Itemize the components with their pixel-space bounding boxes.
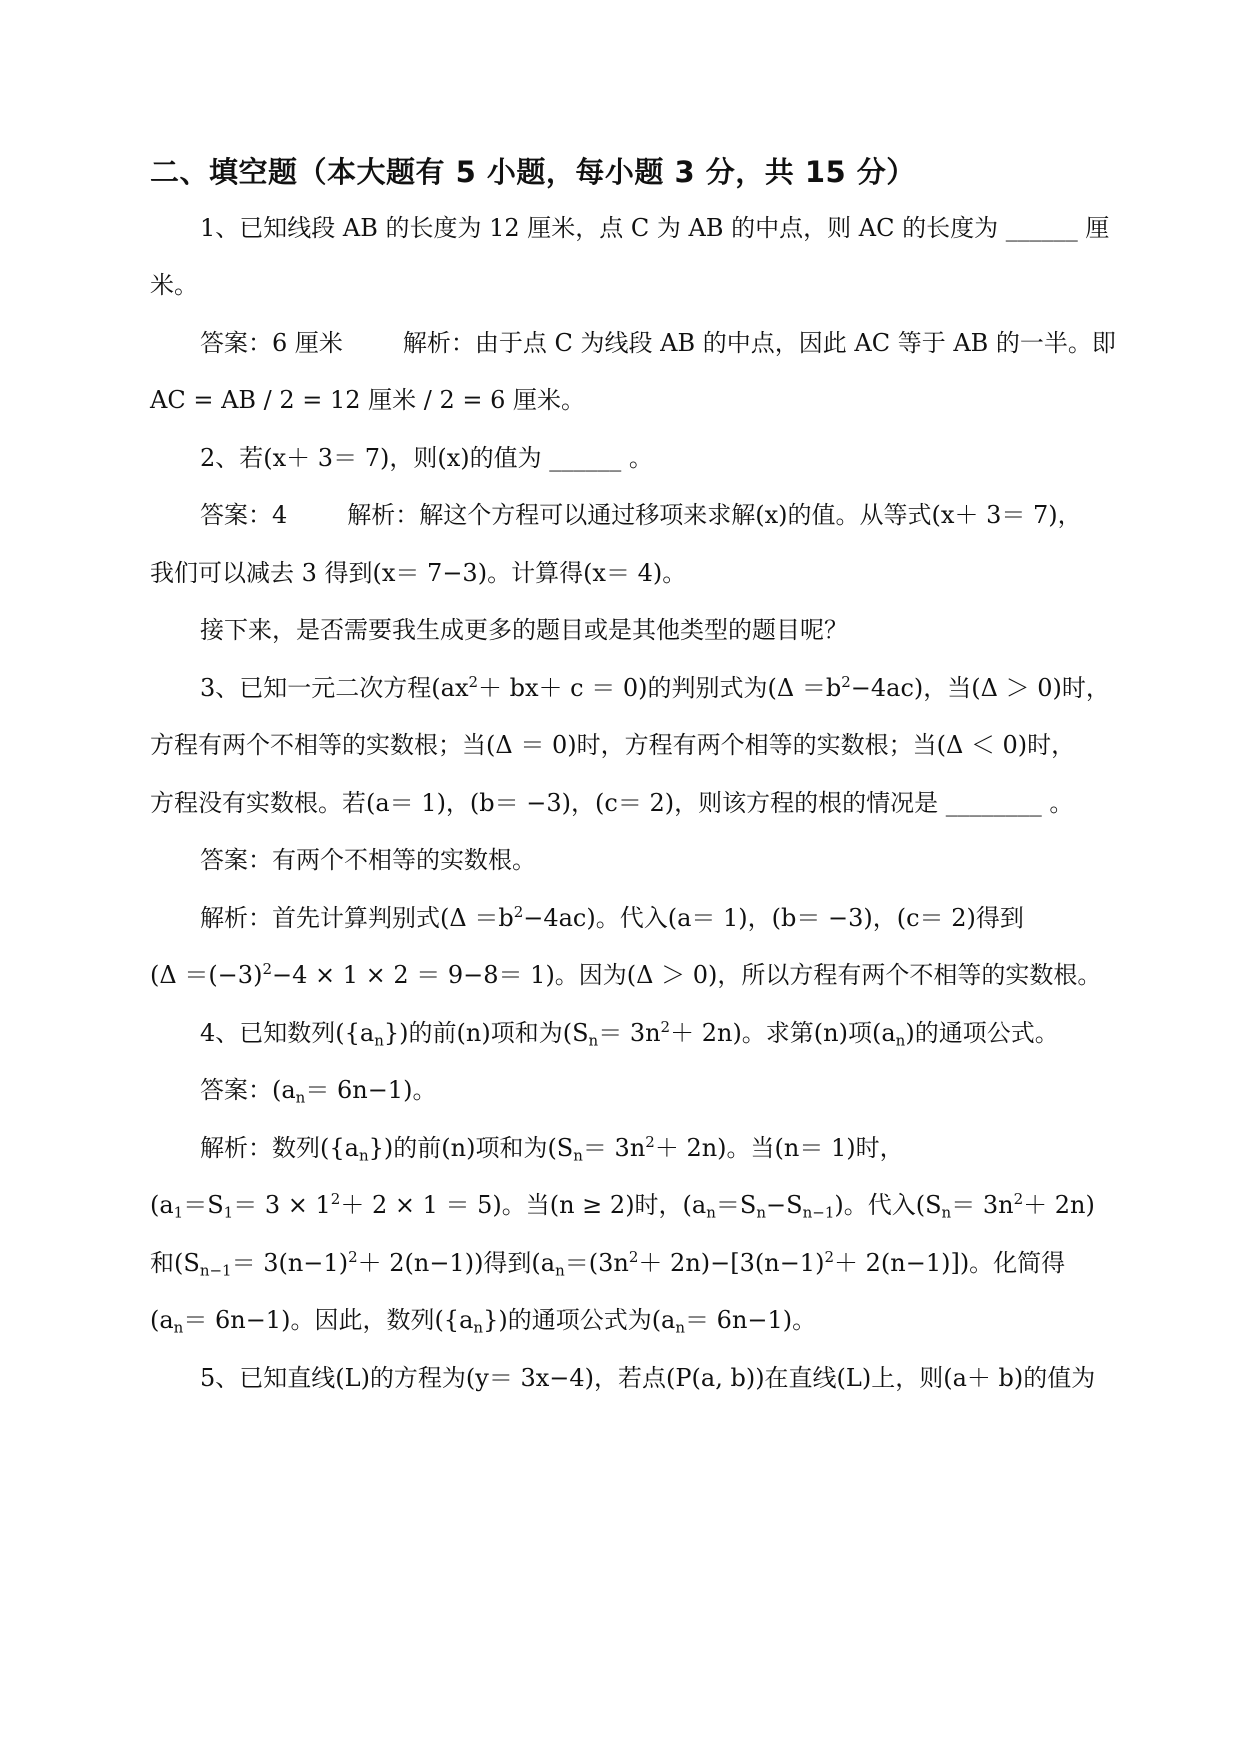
q3-line3: 方程没有实数根。若(a＝ 1)，(b＝ −3)，(c＝ 2)，则该方程的根的情况是 ________ 。 (150, 789, 1074, 817)
q1-analysis-2: AC = AB / 2 = 12 厘米 / 2 = 6 厘米。 (150, 386, 586, 414)
q4-analysis-1: 解析：数列$(\{a_n\})$的前(n)项和为$(S_n= 3n^2+ 2n)$。当(n＝ 1)时， (200, 1133, 904, 1165)
q4-analysis-4: $(a_n= 6n-1)$。因此，数列$(\{a_n\})$的通项公式为$(a_n= 6n-1)$。 (150, 1306, 817, 1337)
q2-analysis-2: 我们可以减去 3 得到(x＝ 7−3)。计算得(x＝ 4)。 (150, 559, 687, 587)
q5-question: 5、已知直线(L)的方程为(y＝ 3x−4)，若点(P(a, b))在直线(L)上，则(a＋ b)的值为 (200, 1364, 1096, 1392)
q1-answer: 答案：6 厘米 (200, 329, 343, 357)
q4-analysis-2: $(a_1=S_1= 3 \times 1^2+ 2 \times 1 = 5)$。当(n ≥ 2)时，$(a_n=S_n-S_{n-1})$。代入$(S_n= 3n^2+ 2n)$ (150, 1190, 1095, 1222)
q1-line2: 米。 (150, 271, 198, 299)
q2-answer: 答案：4 (200, 501, 288, 529)
q1-answer-line (200, 328, 1116, 358)
q4-answer: 答案：$(a_n= 6n-1)$。 (200, 1076, 437, 1107)
q3-analysis-1: 解析：首先计算判别式$(\Delta =b^2-4ac)$。代入(a＝ 1)，(b＝ −3)，(c＝ 2)得到 (200, 903, 1024, 932)
q1-line1: 1、已知线段 AB 的长度为 12 厘米，点 C 为 AB 的中点，则 AC 的长度为 ______ 厘 (200, 214, 1110, 242)
section-heading: 二、填空题（本大题有 5 小题，每小题 3 分，共 15 分） (150, 155, 916, 189)
q2-analysis-1: 解析：解这个方程可以通过移项来求解(x)的值。从等式(x＋ 3＝ 7)， (347, 501, 1082, 529)
q3-analysis-2: $(\Delta =(-3)^2-4 \times 1 \times 2 = 9-8= 1)$。因为(Δ ＞ 0)，所以方程有两个不相等的实数根。 (150, 960, 1102, 989)
q3-line2: 方程有两个不相等的实数根；当(Δ ＝ 0)时，方程有两个相等的实数根；当(Δ ＜ 0)时， (150, 731, 1076, 759)
q2-question: 2、若(x＋ 3＝ 7)，则(x)的值为 ______ 。 (200, 444, 653, 472)
interlude-text: 接下来，是否需要我生成更多的题目或是其他类型的题目呢？ (200, 616, 848, 644)
q3-answer: 答案：有两个不相等的实数根。 (200, 846, 536, 874)
q4-analysis-3: 和$(S_{n-1}= 3(n-1)^2+ 2(n-1))$得到$(a_n=(3n^2+ 2n)-[3(n-1)^2+ 2(n-1)])$。化简得 (150, 1248, 1066, 1280)
q4-question: 4、已知数列$(\{a_n\})$的前(n)项和为$(S_n= 3n^2+ 2n)$。求第(n)项$(a_n)$的通项公式。 (200, 1018, 1059, 1050)
q3-line1: 3、已知一元二次方程$(ax^2+ bx+ c = 0)$的判别式为$(\Delta =b^2-4ac)$，当(Δ ＞ 0)时， (200, 673, 1110, 702)
q2-answer-line (200, 500, 1095, 530)
q1-analysis-1: 解析：由于点 C 为线段 AB 的中点，因此 AC 等于 AB 的一半。即 (402, 329, 1116, 357)
